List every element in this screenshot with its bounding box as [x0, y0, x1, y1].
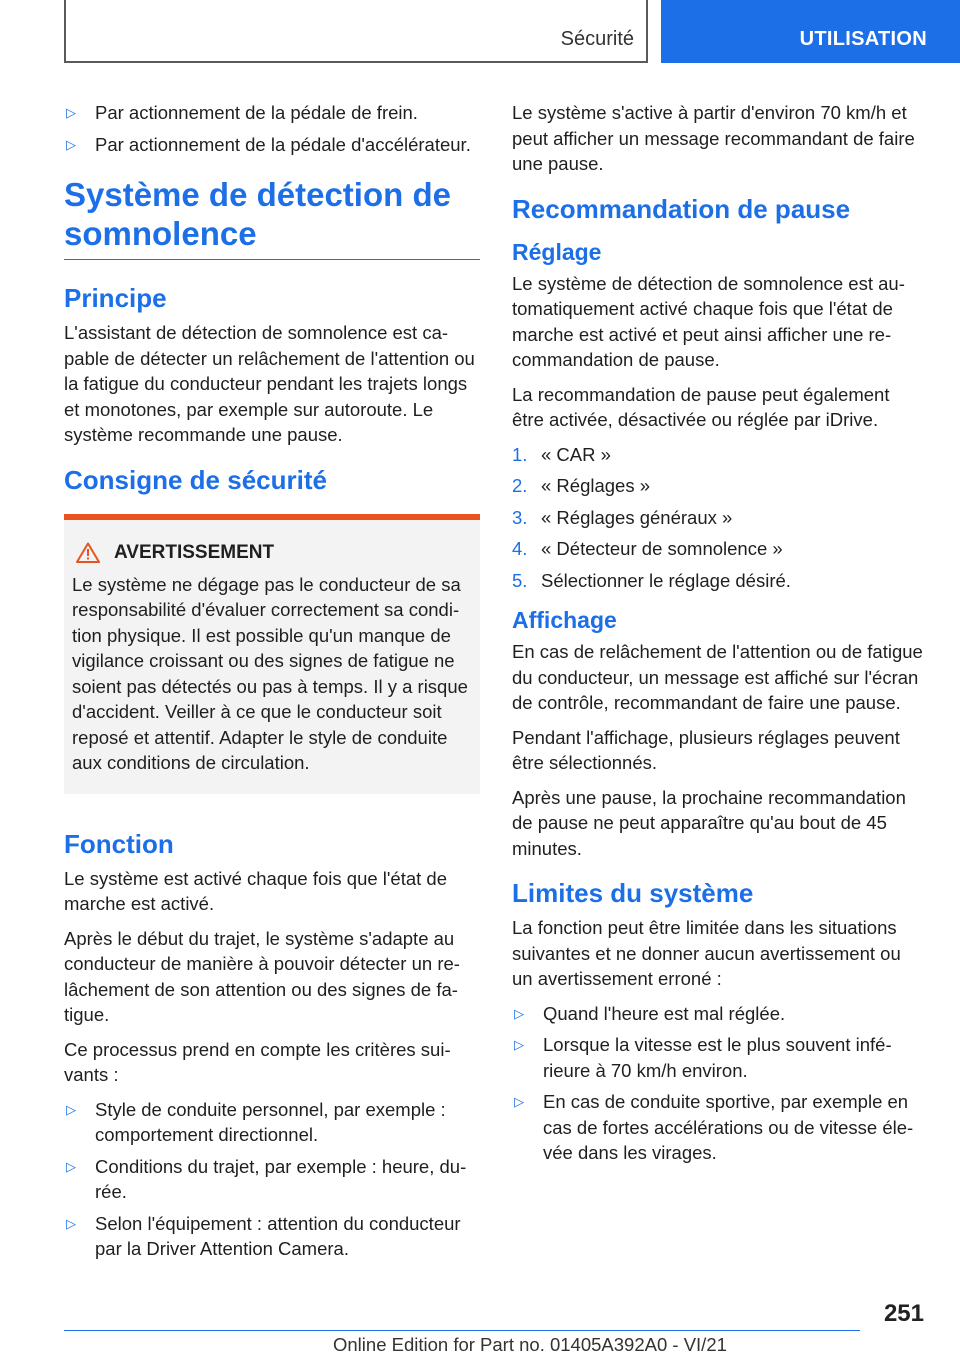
list-item: ▷ Quand l'heure est mal réglée. [512, 1001, 924, 1027]
list-item: ▷ Style de conduite personnel, par exemple : comportement directionnel. [64, 1097, 480, 1148]
recommandation-heading: Recommandation de pause [512, 193, 851, 224]
list-item: ▷ Par actionnement de la pédale de frein. [64, 100, 480, 126]
warning-triangle-icon [76, 542, 100, 563]
step-item: 1. « CAR » [512, 442, 924, 468]
reglage-text-1: Le système de détection de somnolence est automatiquement activé chaque fois que l'état de marche est activé et peut ainsi afficher une recommandation de pause. [512, 272, 905, 370]
list-item: ▷ Conditions du trajet, par exemple : heure, durée. [64, 1154, 480, 1205]
principe-heading: Principe [64, 283, 167, 313]
step-item: 3. « Réglages généraux » [512, 505, 924, 531]
header-chapter-label: UTILISATION [799, 28, 927, 50]
page-number: 251 [883, 1300, 924, 1327]
intro-text: Le système s'active à partir d'environ 70 km/h et peut afficher un message recommandant de faire une pause. [512, 102, 915, 174]
triangle-bullet-icon: ▷ [514, 1005, 524, 1021]
left-column [64, 100, 480, 1268]
list-item: ▷ Selon l'équipement : attention du conducteur par la Driver Attention Camera. [64, 1211, 480, 1262]
reglage-text-2: La recommandation de pause peut également être activée, désactivée ou réglée par iDrive. [512, 383, 890, 430]
affichage-text-1: En cas de relâchement de l'attention ou de fatigue du conducteur, un message est affiché sur l'écran de contrôle, recommandant de faire une pause. [512, 641, 923, 713]
step-number: 5. [512, 569, 528, 591]
fonction-text-1: Le système est activé chaque fois que l'état de marche est activé. [64, 867, 448, 914]
limites-text: La fonction peut être limitée dans les situations suivantes et ne donner aucun avertissement ou un avertissement erroné : [512, 917, 901, 989]
triangle-bullet-icon: ▷ [514, 1037, 524, 1052]
step-item: 5. Sélectionner le réglage désiré. [512, 568, 924, 594]
footer-divider [64, 1330, 860, 1331]
affichage-heading: Affichage [512, 607, 617, 633]
warning-box [64, 514, 480, 794]
step-item: 2. « Réglages » [512, 473, 924, 499]
fonction-text-2: Après le début du trajet, le système s'adapte au conducteur de manière à pouvoir détecter un relâchement de son attention ou des signes de fatigue. [64, 927, 460, 1025]
affichage-text-3: Après une pause, la prochaine recommandation de pause ne peut apparaître qu'au bout de 45 minutes. [512, 786, 906, 859]
principe-text: L'assistant de détection de somnolence est capable de détecter un relâchement de l'attention ou la fatigue du conducteur pendant les trajets longs et monotones, par exemple sur autoroute. Le système recommande une pause. [64, 322, 475, 445]
list-item: ▷ Lorsque la vitesse est le plus souvent inférieure à 70 km/h environ. [512, 1032, 924, 1083]
step-item: 4. « Détecteur de somnolence » [512, 536, 924, 562]
warning-text: Le système ne dégage pas le conducteur de sa responsabilité d'évaluer correctement sa condition physique. Il est possible qu'un manque de vigilance croissant ou des signes de fatigue ne soient pas détectés ou pas à temps. Il y a risque d'accident. Veiller à ce que le conducteur soit reposé et attentif. Adapter le style de conduite aux conditions de circulation. [72, 573, 468, 773]
fonction-heading: Fonction [64, 828, 174, 859]
step-number: 4. [512, 538, 528, 559]
header-chapter-box [661, 0, 960, 63]
list-item: ▷ Par actionnement de la pédale d'accélérateur. [64, 132, 480, 158]
main-title: Système de détection de somnolence [64, 175, 480, 260]
triangle-bullet-icon: ▷ [66, 136, 76, 152]
triangle-bullet-icon: ▷ [514, 1094, 524, 1109]
list-item: ▷ En cas de conduite sportive, par exemple en cas de fortes accélérations ou de vitesse élevée dans les virages. [512, 1089, 924, 1166]
step-number: 3. [512, 506, 528, 528]
triangle-bullet-icon: ▷ [66, 1101, 76, 1117]
footer-edition: Online Edition for Part no. 01405A392A0 - VI/21 [333, 1334, 727, 1355]
step-number: 2. [512, 475, 528, 496]
header-section-label: Sécurité [560, 28, 634, 50]
header-section-box [64, 0, 648, 63]
triangle-bullet-icon: ▷ [66, 1215, 76, 1231]
triangle-bullet-icon: ▷ [66, 1158, 76, 1174]
consigne-heading: Consigne de sécurité [64, 464, 327, 495]
right-column [512, 100, 924, 1172]
affichage-text-2: Pendant l'affichage, plusieurs réglages peuvent être sélectionnés. [512, 726, 900, 773]
fonction-text-3: Ce processus prend en compte les critères suivants : [64, 1038, 451, 1085]
reglage-heading: Réglage [512, 238, 602, 265]
warning-title: AVERTISSEMENT [114, 541, 275, 563]
step-number: 1. [512, 443, 528, 465]
triangle-bullet-icon: ▷ [66, 105, 76, 120]
limites-heading: Limites du système [512, 878, 754, 908]
